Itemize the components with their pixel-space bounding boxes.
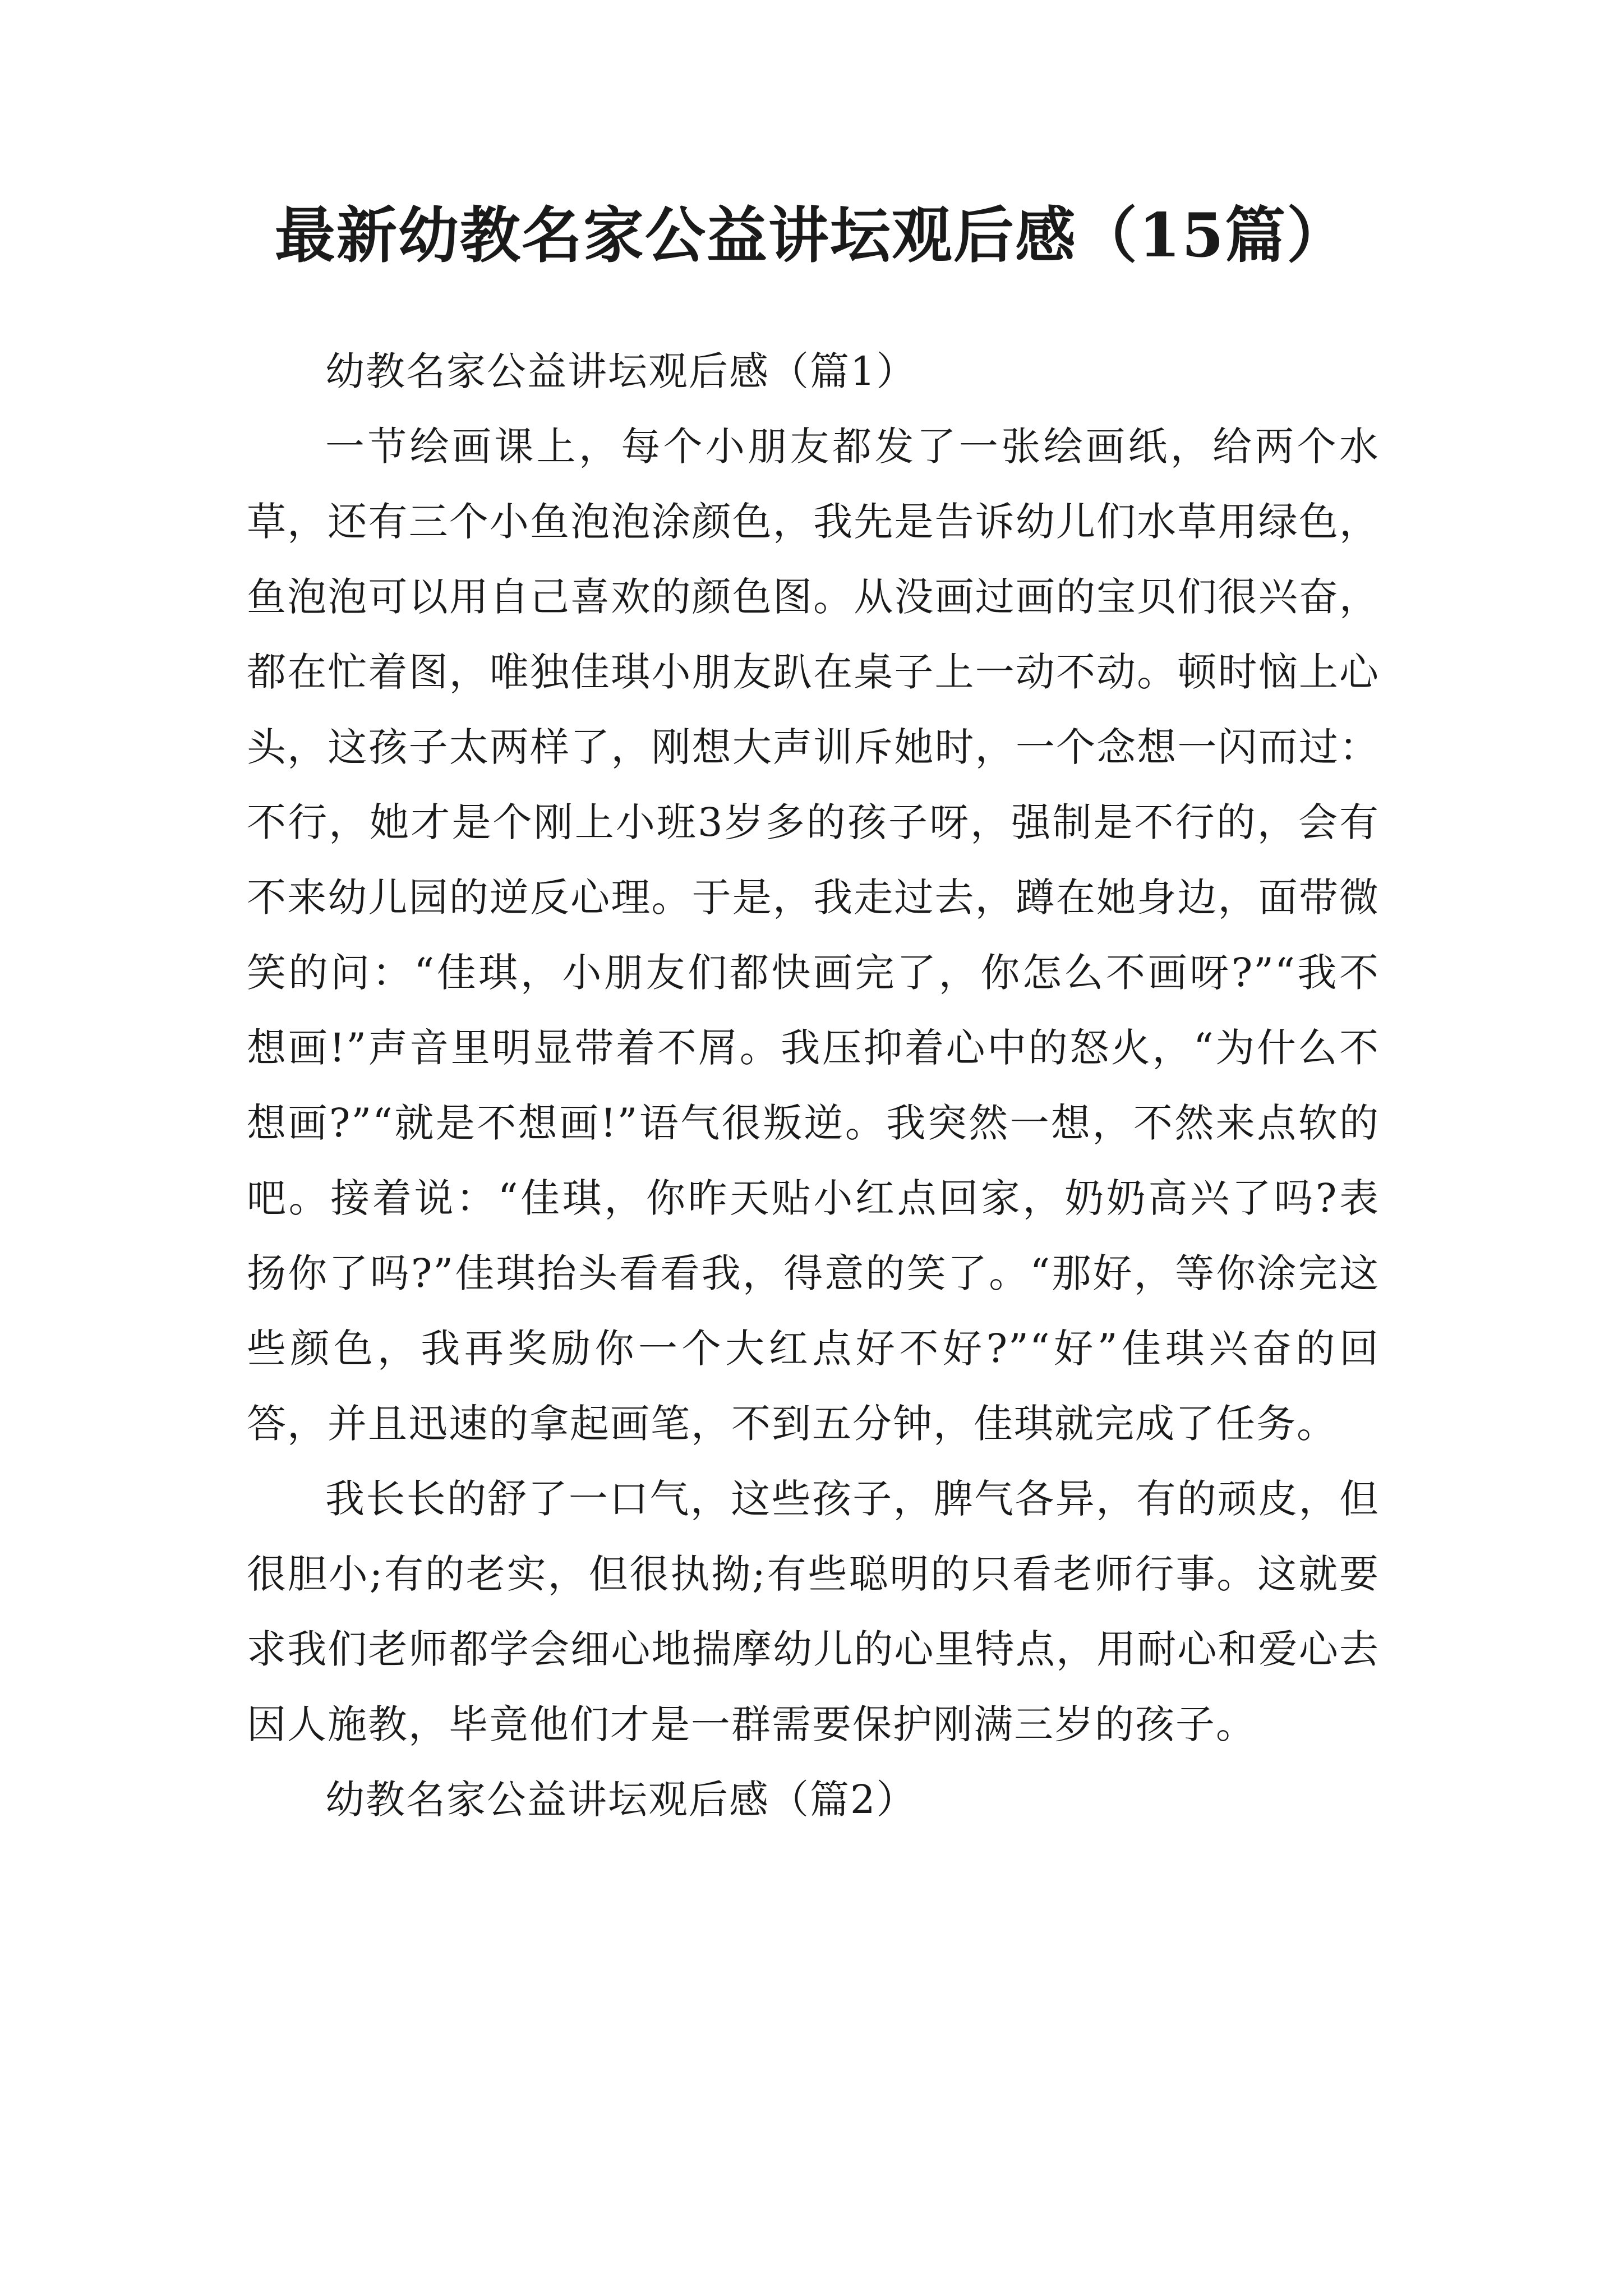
section-heading-1: 幼教名家公益讲坛观后感（篇1） xyxy=(325,348,917,394)
paragraph-1-1: 一节绘画课上，每个小朋友都发了一张绘画纸，给两个水草，还有三个小鱼泡泡涂颜色，我先是告诉幼儿们水草用绿色，鱼泡泡可以用自己喜欢的颜色图。从没画过画的宝贝们很兴奋，都在忙着图，唯独佳琪小朋友趴在桌子上一动不动。顿时恼上心头，这孩子太两样了，刚想大声训斥她时，一个念想一闪而过：不行，她才是个刚上小班3岁多的孩子呀，强制是不行的，会有不来幼儿园的逆反心理。于是，我走过去，蹲在她身边，面带微笑的问：“佳琪，小朋友们都快画完了，你怎么不画呀?”“我不想画!”声音里明显带着不屑。我压抑着心中的怒火，“为什么不想画?”“就是不想画!”语气很叛逆。我突然一想，不然来点软的吧。接着说：“佳琪，你昨天贴小红点回家，奶奶高兴了吗?表扬你了吗?”佳琪抬头看看我，得意的笑了。“那好，等你涂完这些颜色，我再奖励你一个大红点好不好?”“好”佳琪兴奋的回答，并且迅速的拿起画笔，不到五分钟，佳琪就完成了任务。 xyxy=(247,424,1380,1447)
document-body xyxy=(247,334,1380,1837)
document-title: 最新幼教名家公益讲坛观后感（15篇） xyxy=(274,200,1349,271)
section-heading-2: 幼教名家公益讲坛观后感（篇2） xyxy=(325,1777,917,1823)
paragraph-1-2: 我长长的舒了一口气，这些孩子，脾气各异，有的顽皮，但很胆小;有的老实，但很执拗;有些聪明的只看老师行事。这就要求我们老师都学会细心地揣摩幼儿的心里特点，用耐心和爱心去因人施教，毕竟他们才是一群需要保护刚满三岁的孩子。 xyxy=(247,1476,1380,1747)
